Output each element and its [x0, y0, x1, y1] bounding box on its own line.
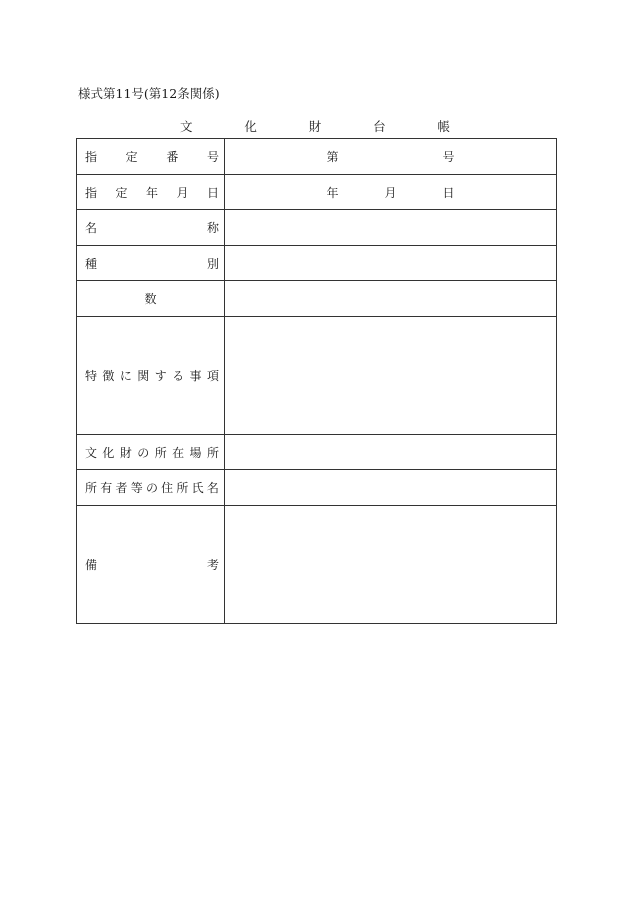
label-location — [77, 435, 225, 470]
label-char: 特 — [85, 369, 98, 383]
ledger-table — [76, 138, 557, 624]
value-remarks[interactable] — [225, 506, 557, 624]
label-char: 指 — [85, 150, 98, 164]
label-char: 番 — [166, 150, 179, 164]
label-char: 種 — [85, 256, 98, 271]
value-char: 第 — [326, 150, 339, 164]
label-char: 等 — [130, 481, 143, 495]
label-char: 事 — [189, 369, 202, 383]
label-char: 徴 — [102, 369, 115, 383]
label-char: 名 — [206, 481, 219, 495]
label-char: 定 — [115, 185, 128, 200]
label-char: 文 — [85, 445, 98, 460]
label-remarks — [77, 506, 225, 624]
label-type — [77, 246, 225, 281]
row-designation-number — [77, 139, 557, 175]
label-char: に — [119, 369, 132, 383]
label-characteristics — [77, 317, 225, 435]
label-char: 在 — [172, 445, 185, 460]
label-char: 月 — [176, 185, 189, 200]
label-char: 住 — [161, 481, 174, 495]
value-owner[interactable] — [225, 470, 557, 506]
label-designation-date — [77, 175, 225, 210]
row-characteristics — [77, 317, 557, 435]
label-char: 有 — [100, 481, 113, 495]
label-char: 所 — [176, 481, 189, 495]
title-char: 化 — [244, 119, 257, 134]
title-char: 財 — [308, 119, 322, 134]
label-char: 年 — [145, 185, 158, 200]
label-char: 氏 — [191, 481, 204, 495]
label-char: 関 — [137, 369, 150, 383]
row-name — [77, 210, 557, 246]
label-char: 日 — [206, 185, 219, 200]
row-owner — [77, 470, 557, 506]
row-designation-date — [77, 175, 557, 210]
label-char: 別 — [206, 256, 219, 271]
label-designation-number — [77, 139, 225, 175]
value-quantity[interactable] — [225, 281, 557, 317]
row-remarks — [77, 506, 557, 624]
label-char: 化 — [102, 445, 115, 460]
value-characteristics[interactable] — [225, 317, 557, 435]
label-char: 項 — [206, 369, 219, 383]
label-char: す — [154, 369, 167, 383]
value-name[interactable] — [225, 210, 557, 246]
label-owner — [77, 470, 225, 506]
label-char: 指 — [85, 185, 98, 200]
label-char: 者 — [115, 481, 128, 495]
label-char: 称 — [206, 221, 219, 235]
value-designation-date[interactable] — [225, 175, 557, 210]
value-designation-number[interactable] — [225, 139, 557, 175]
label-char: 考 — [206, 558, 219, 572]
label-char: 場 — [189, 445, 202, 460]
row-location — [77, 435, 557, 470]
title-char: 文 — [180, 119, 193, 134]
label-char: 所 — [85, 481, 98, 495]
row-quantity — [77, 281, 557, 317]
label-name — [77, 210, 225, 246]
value-char: 日 — [442, 185, 455, 200]
title-char: 台 — [373, 119, 386, 134]
label-char: の — [145, 481, 158, 495]
form-number: 様式第11号(第12条関係) — [78, 86, 220, 101]
label-char: 数 — [144, 292, 157, 306]
value-type[interactable] — [225, 246, 557, 281]
label-char: の — [137, 445, 150, 460]
label-char: 定 — [125, 150, 138, 164]
label-char: 号 — [206, 150, 219, 164]
label-char: 備 — [85, 558, 98, 572]
label-char: 所 — [206, 445, 219, 460]
title-char: 帳 — [437, 119, 450, 134]
value-char: 号 — [442, 150, 455, 164]
value-char: 月 — [384, 185, 397, 200]
row-type — [77, 246, 557, 281]
value-location[interactable] — [225, 435, 557, 470]
document-title — [180, 117, 450, 135]
label-char: 所 — [154, 445, 167, 460]
label-quantity — [77, 281, 225, 317]
label-char: る — [172, 369, 185, 383]
label-char: 財 — [119, 445, 132, 460]
label-char: 名 — [85, 221, 98, 235]
value-char: 年 — [326, 185, 339, 200]
